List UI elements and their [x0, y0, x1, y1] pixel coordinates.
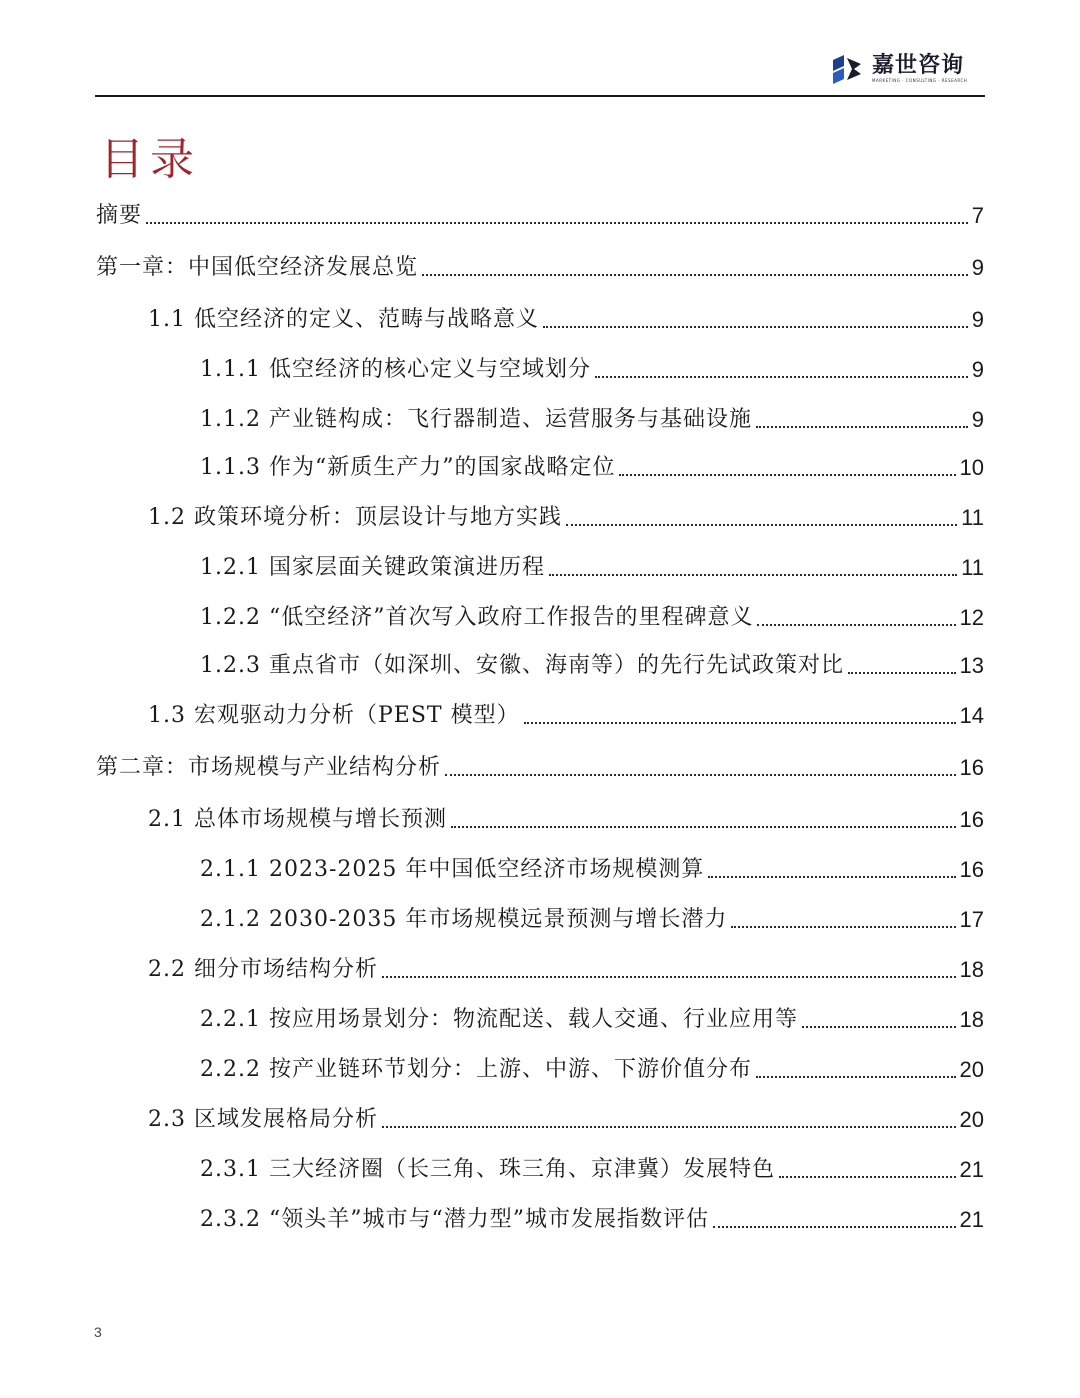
toc-entry-page: 21	[959, 1207, 984, 1232]
toc-entry-label: 2.2.2 按产业链环节划分：上游、中游、下游价值分布	[200, 1057, 752, 1082]
toc-entry-label: 1.2.3 重点省市（如深圳、安徽、海南等）的先行先试政策对比	[200, 653, 844, 678]
toc-entry-page: 18	[959, 957, 984, 982]
toc-entry[interactable]	[148, 694, 984, 734]
toc-leader-dots	[566, 524, 957, 526]
toc-entry[interactable]	[200, 1048, 984, 1088]
toc-entry[interactable]	[96, 246, 984, 286]
toc-entry-page: 16	[959, 755, 984, 780]
toc-entry-page: 9	[971, 307, 984, 332]
brand-name: 嘉世咨询	[872, 53, 965, 78]
toc-entry-page: 17	[959, 907, 984, 932]
toc-leader-dots	[756, 426, 968, 428]
toc-entry-page: 10	[959, 455, 984, 480]
toc-entry-label: 2.1.1 2023-2025 年中国低空经济市场规模测算	[200, 857, 705, 882]
toc-entry-label: 1.1 低空经济的定义、范畴与战略意义	[148, 307, 539, 332]
toc-entry[interactable]	[200, 1148, 984, 1188]
toc-leader-dots	[731, 926, 955, 928]
toc-entry[interactable]	[200, 1198, 984, 1238]
toc-leader-dots	[756, 1076, 956, 1078]
toc-entry[interactable]	[148, 496, 984, 536]
toc-entry-page: 21	[959, 1157, 984, 1182]
toc-entry-page: 11	[961, 555, 984, 580]
toc-entry-label: 2.3.1 三大经济圈（长三角、珠三角、京津冀）发展特色	[200, 1157, 775, 1182]
toc-entry-label: 2.2 细分市场结构分析	[148, 957, 378, 982]
toc-leader-dots	[713, 1226, 956, 1228]
toc-leader-dots	[848, 672, 956, 674]
toc-entry[interactable]	[200, 398, 984, 438]
toc-leader-dots	[382, 1126, 956, 1128]
toc-entry[interactable]	[148, 948, 984, 988]
toc-leader-dots	[779, 1176, 956, 1178]
toc-entry[interactable]	[96, 194, 984, 234]
toc-entry[interactable]	[200, 446, 984, 486]
toc-leader-dots	[451, 826, 956, 828]
brand-logo-icon	[830, 52, 864, 86]
toc-entry-label: 2.3 区域发展格局分析	[148, 1107, 378, 1132]
toc-entry-page: 9	[971, 357, 984, 382]
toc-leader-dots	[757, 624, 955, 626]
toc-entry[interactable]	[148, 798, 984, 838]
toc-entry-page: 16	[959, 807, 984, 832]
brand-logo	[830, 46, 967, 92]
toc-entry-label: 1.1.1 低空经济的核心定义与空域划分	[200, 357, 591, 382]
toc-entry-label: 1.2.1 国家层面关键政策演进历程	[200, 555, 545, 580]
toc-entry-label: 2.2.1 按应用场景划分：物流配送、载人交通、行业应用等	[200, 1007, 798, 1032]
toc-entry-page: 14	[959, 703, 984, 728]
toc-entry[interactable]	[96, 746, 984, 786]
toc-leader-dots	[382, 976, 956, 978]
toc-entry[interactable]	[200, 348, 984, 388]
brand-tagline: MARKETING · CONSULTING · RESEARCH	[872, 78, 968, 83]
toc-leader-dots	[708, 876, 955, 878]
toc-entry-label: 2.3.2 “领头羊”城市与“潜力型”城市发展指数评估	[200, 1207, 709, 1232]
page-number: 3	[94, 1324, 102, 1340]
toc-entry[interactable]	[200, 596, 984, 636]
toc-entry-page: 7	[971, 203, 984, 228]
toc-leader-dots	[146, 222, 968, 224]
toc-entry-page: 16	[959, 857, 984, 882]
toc-entry-label: 1.1.3 作为“新质生产力”的国家战略定位	[200, 455, 616, 480]
toc-entry-page: 12	[959, 605, 984, 630]
toc-entry-label: 2.1 总体市场规模与增长预测	[148, 807, 447, 832]
toc-entry-page: 18	[959, 1007, 984, 1032]
toc-entry-label: 第二章：市场规模与产业结构分析	[96, 755, 442, 780]
header-divider	[95, 95, 985, 97]
toc-entry-label: 第一章：中国低空经济发展总览	[96, 255, 419, 280]
toc-entry[interactable]	[200, 898, 984, 938]
toc-entry-label: 1.3 宏观驱动力分析（PEST 模型）	[148, 703, 520, 728]
toc-leader-dots	[543, 326, 968, 328]
toc-entry-label: 1.2 政策环境分析：顶层设计与地方实践	[148, 505, 562, 530]
toc-title: 目录	[100, 134, 200, 185]
toc-leader-dots	[595, 376, 968, 378]
toc-entry-page: 11	[961, 505, 984, 530]
toc-entry[interactable]	[148, 298, 984, 338]
toc-entry-label: 1.2.2 “低空经济”首次写入政府工作报告的里程碑意义	[200, 605, 754, 630]
toc-entry[interactable]	[200, 998, 984, 1038]
toc-entry-page: 9	[971, 255, 984, 280]
toc-entry[interactable]	[148, 1098, 984, 1138]
toc-leader-dots	[802, 1026, 956, 1028]
toc-leader-dots	[422, 274, 968, 276]
toc-leader-dots	[549, 574, 957, 576]
toc-entry[interactable]	[200, 546, 984, 586]
toc-leader-dots	[524, 722, 956, 724]
toc-leader-dots	[445, 774, 956, 776]
toc-entry-label: 1.1.2 产业链构成：飞行器制造、运营服务与基础设施	[200, 407, 752, 432]
toc-entry-page: 20	[959, 1107, 984, 1132]
toc-entry-page: 13	[959, 653, 984, 678]
toc-entry-page: 20	[959, 1057, 984, 1082]
toc-entry[interactable]	[200, 848, 984, 888]
toc-entry-label: 摘要	[96, 203, 143, 228]
toc-entry-label: 2.1.2 2030-2035 年市场规模远景预测与增长潜力	[200, 907, 728, 932]
toc-entry-page: 9	[971, 407, 984, 432]
toc-leader-dots	[619, 474, 955, 476]
toc-entry[interactable]	[200, 644, 984, 684]
